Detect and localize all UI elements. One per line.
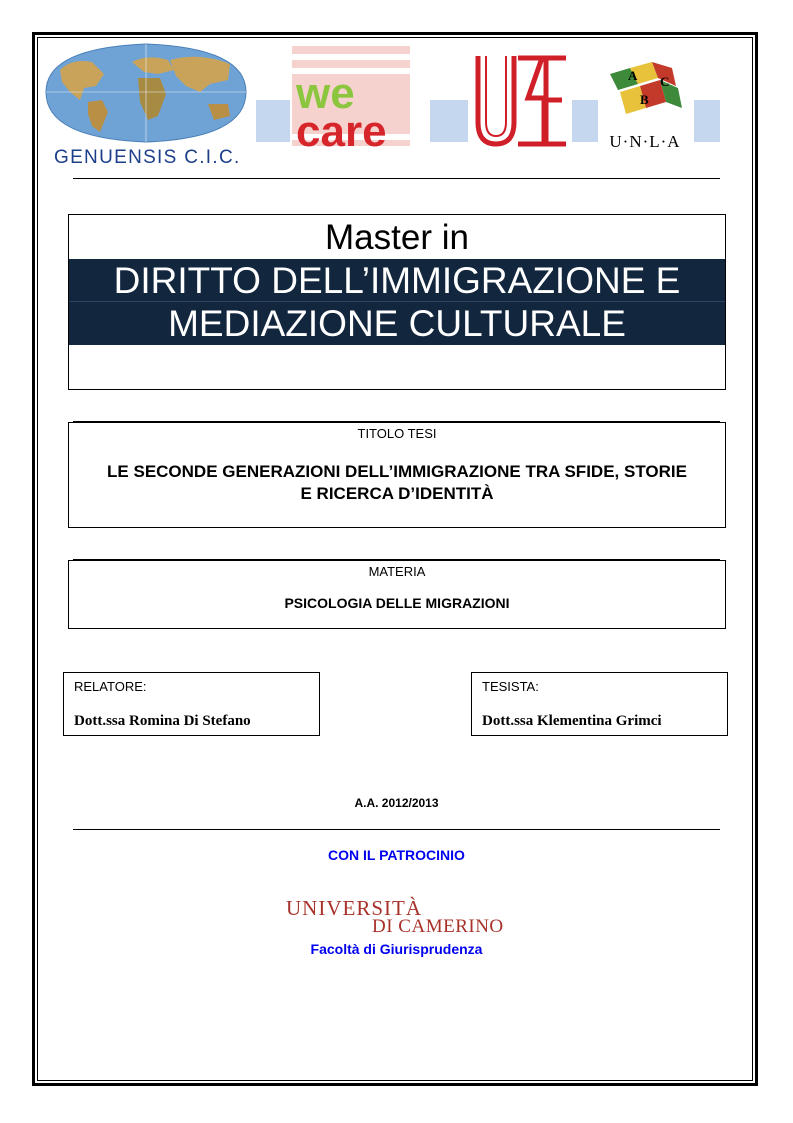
relatore-name: Dott.ssa Romina Di Stefano xyxy=(74,713,251,729)
unla-cube-a: A xyxy=(628,68,638,83)
relatore-label: RELATORE: xyxy=(74,679,147,694)
logo-band-left xyxy=(256,100,290,142)
unla-cubes-icon xyxy=(600,50,690,130)
unicam-logo-line2: DI CAMERINO xyxy=(372,916,504,937)
unla-logo-text: U·N·L·A xyxy=(609,132,681,151)
tesista-label: TESISTA: xyxy=(482,679,539,694)
unicam-logo xyxy=(284,896,516,940)
footer-divider xyxy=(73,829,720,830)
world-map-logo xyxy=(40,40,252,144)
master-title-line3: MEDIAZIONE CULTURALE xyxy=(168,303,626,344)
logo-band-right xyxy=(694,100,720,142)
subject-value: PSICOLOGIA DELLE MIGRAZIONI xyxy=(284,595,510,611)
genuensis-logo-text: GENUENSIS C.I.C. xyxy=(54,147,241,168)
wecare-we-text: we xyxy=(296,69,355,118)
wecare-logo xyxy=(292,40,428,156)
u3e-logo-text xyxy=(472,52,473,53)
unla-cube-c: C xyxy=(660,74,670,89)
thesis-title-line2: E RICERCA D’IDENTITÀ xyxy=(300,484,494,503)
header-divider xyxy=(73,178,720,179)
patronage-label: CON IL PATROCINIO xyxy=(328,847,465,863)
unla-logo xyxy=(600,50,690,158)
unicam-logo-line1: UNIVERSITÀ xyxy=(286,896,422,920)
thesis-title-line1: LE SECONDE GENERAZIONI DELL’IMMIGRAZIONE TRA SFIDE, STORIE xyxy=(107,462,687,481)
wecare-care-text: care xyxy=(296,107,387,156)
u3e-logo xyxy=(472,52,570,150)
master-title-line1: Master in xyxy=(325,218,469,257)
thesis-title-label: TITOLO TESI xyxy=(357,426,437,441)
master-title-line2: DIRITTO DELL’IMMIGRAZIONE E xyxy=(113,260,681,301)
tesista-name: Dott.ssa Klementina Grimci xyxy=(482,713,662,729)
academic-year: A.A. 2012/2013 xyxy=(354,796,439,810)
logo-band-center xyxy=(572,100,598,142)
u3e-logo-glyph xyxy=(472,52,570,150)
unla-cube-b: B xyxy=(640,92,649,107)
logo-band-middle xyxy=(430,100,468,142)
subject-label: MATERIA xyxy=(368,564,426,579)
faculty-name: Facoltà di Giurisprudenza xyxy=(310,941,483,957)
